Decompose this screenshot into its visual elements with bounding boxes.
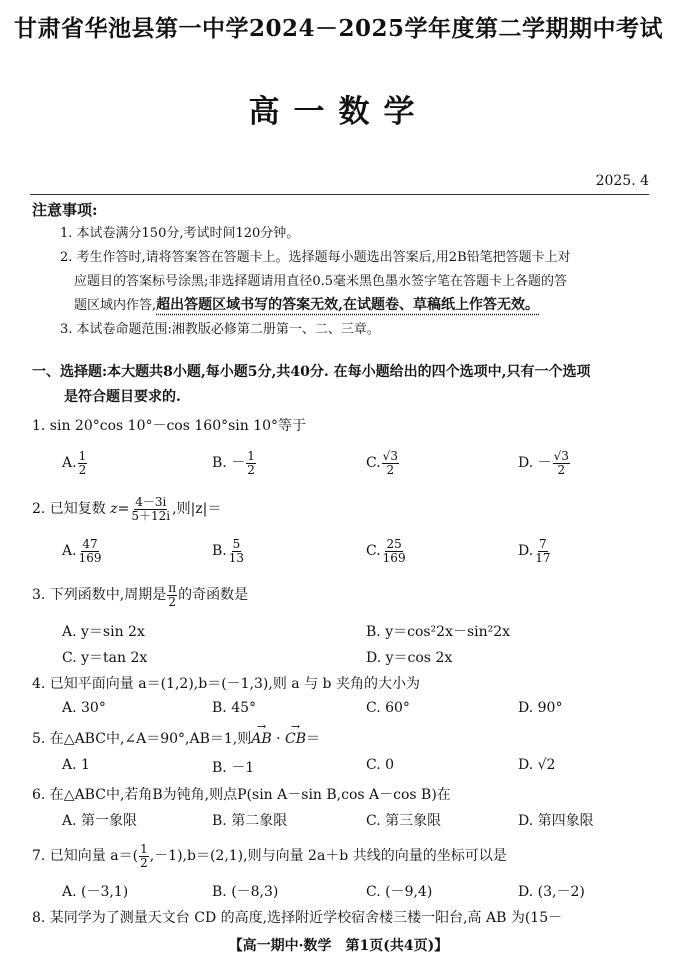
numerator: 7 xyxy=(539,537,547,551)
q3-post: 的奇函数是 xyxy=(178,587,249,604)
denominator: 169 xyxy=(382,550,406,565)
q6-option-b: B. 第二象限 xyxy=(212,813,288,829)
q7-option-c: C. (－9,4) xyxy=(366,884,433,900)
denominator: 13 xyxy=(228,550,245,565)
option-label: C. xyxy=(366,543,381,560)
question-4: 4. 已知平面向量 a＝(1,2),b＝(－1,3),则 a 与 b 夹角的大小为 xyxy=(32,676,420,692)
q3-option-d: D. y＝cos 2x xyxy=(366,650,453,666)
q5-option-a: A. 1 xyxy=(62,757,90,773)
var-z: z xyxy=(110,501,118,518)
q4-option-b: B. 45° xyxy=(212,700,257,716)
numerator: 47 xyxy=(82,537,98,551)
q1-option-c xyxy=(366,450,400,476)
q5-pre: 5. 在△ABC中,∠A＝90°,AB＝1,则 xyxy=(32,731,252,747)
q6-option-d: D. 第四象限 xyxy=(518,813,594,829)
page-footer: 【高一期中·数学 第1页(共4页)】 xyxy=(228,938,449,954)
denominator: 2 xyxy=(78,462,87,477)
denominator: 5＋12i xyxy=(131,508,171,523)
dot-operator: · xyxy=(271,731,286,747)
denominator: 2 xyxy=(247,462,255,477)
notes-heading: 注意事项: xyxy=(32,201,98,219)
note-3: 3. 本试卷命题范围:湘教版必修第二册第一、二、三章。 xyxy=(60,322,380,337)
option-label: B. xyxy=(212,543,227,560)
q5-option-d: D. √2 xyxy=(518,757,556,773)
fraction xyxy=(78,450,88,476)
q7-option-a: A. (－3,1) xyxy=(62,884,129,900)
denominator: 2 xyxy=(386,462,395,477)
numerator: √3 xyxy=(553,449,569,463)
note-2: 2. 考生作答时,请将答案答在答题卡上。选择题每小题选出答案后,用2B铅笔把答题卡上对 xyxy=(60,250,571,265)
q4-option-d: D. 90° xyxy=(518,700,563,716)
fraction xyxy=(167,582,177,608)
question-8: 8. 某同学为了测量天文台 CD 的高度,选择附近学校宿舍楼三楼一阳台,高 AB 为(15－ xyxy=(32,910,563,926)
question-1: 1. sin 20°cos 10°－cos 160°sin 10°等于 xyxy=(32,418,307,434)
q4-option-a: A. 30° xyxy=(62,700,106,716)
note-emphasis: 超出答题区域书写的答案无效,在试题卷、草稿纸上作答无效。 xyxy=(156,297,540,313)
note-2-cont: 应题目的答案标号涂黑;非选择题请用直径0.5毫米黑色墨水签字笔在答题卡上各题的答 xyxy=(74,274,568,289)
q3-pre: 3. 下列函数中,周期是 xyxy=(32,587,167,604)
fraction xyxy=(246,450,256,476)
q2-option-a xyxy=(62,538,103,564)
section-heading-cont: 是符合题目要求的. xyxy=(64,389,181,405)
q1-option-a xyxy=(62,450,88,476)
q1-option-b xyxy=(212,450,257,476)
option-label: D. － xyxy=(518,455,552,472)
option-label: D. xyxy=(518,543,534,560)
fraction xyxy=(139,843,149,869)
q2-pre: 2. 已知复数 xyxy=(32,501,106,518)
numerator: 1 xyxy=(78,449,87,463)
option-label: C. xyxy=(366,455,381,472)
numerator: 25 xyxy=(386,537,402,551)
numerator: 1 xyxy=(247,449,255,463)
note-2-end-text: 题区域内作答, xyxy=(74,298,157,313)
vector-ab: → AB xyxy=(251,731,271,747)
question-2 xyxy=(32,496,221,522)
q7-post: ,－1),b＝(2,1),则与向量 2a＋b 共线的向量的坐标可以是 xyxy=(149,848,507,865)
option-label: B. － xyxy=(212,455,246,472)
numerator: √3 xyxy=(382,449,398,463)
question-3 xyxy=(32,582,248,608)
q5-option-c: C. 0 xyxy=(366,757,395,773)
denominator: 2 xyxy=(557,462,566,477)
denominator: 2 xyxy=(140,855,148,870)
equals: = xyxy=(117,501,130,518)
q2-option-b xyxy=(212,538,246,564)
numerator: 4－3i xyxy=(135,495,167,509)
fraction xyxy=(228,538,245,564)
question-7 xyxy=(32,843,507,869)
question-6: 6. 在△ABC中,若角B为钝角,则点P(sin A－sin B,cos A－cos B)在 xyxy=(32,787,451,803)
question-5 xyxy=(32,728,320,748)
q7-option-d: D. (3,－2) xyxy=(518,884,585,900)
fraction xyxy=(78,538,103,564)
fraction xyxy=(130,496,171,522)
section-heading: 一、选择题:本大题共8小题,每小题5分,共40分. 在每小题给出的四个选项中,只有一个选项 xyxy=(32,364,591,380)
q3-option-c: C. y＝tan 2x xyxy=(62,650,148,666)
fraction xyxy=(534,538,551,564)
note-1: 1. 本试卷满分150分,考试时间120分钟。 xyxy=(60,226,300,241)
fraction xyxy=(382,450,399,476)
note-2-end xyxy=(74,294,539,314)
fraction xyxy=(382,538,407,564)
q2-post: ,则|z|＝ xyxy=(172,501,222,518)
fraction xyxy=(553,450,570,476)
denominator: 2 xyxy=(168,594,177,609)
subject-title: 高一数学 xyxy=(248,94,429,130)
header-divider xyxy=(30,194,649,195)
vector-cb: → CB xyxy=(285,731,306,747)
denominator: 169 xyxy=(78,550,102,565)
denominator: 17 xyxy=(535,550,551,565)
q2-option-c xyxy=(366,538,408,564)
exam-date: 2025. 4 xyxy=(595,173,649,189)
option-label: A. xyxy=(62,455,77,472)
q1-option-d xyxy=(518,450,571,476)
q4-option-c: C. 60° xyxy=(366,700,410,716)
option-label: A. xyxy=(62,543,77,560)
numerator: π xyxy=(168,581,177,595)
q3-option-b: B. y＝cos²2x－sin²2x xyxy=(366,624,511,640)
q7-pre: 7. 已知向量 a＝( xyxy=(32,848,139,865)
numerator: 1 xyxy=(140,842,148,856)
exam-title: 甘肃省华池县第一中学2024－2025学年度第二学期期中考试 xyxy=(13,15,664,42)
q6-option-a: A. 第一象限 xyxy=(62,813,138,829)
q5-option-b: B. －1 xyxy=(212,760,255,776)
q5-post: ＝ xyxy=(306,731,321,747)
q7-option-b: B. (－8,3) xyxy=(212,884,279,900)
q6-option-c: C. 第三象限 xyxy=(366,813,442,829)
numerator: 5 xyxy=(232,537,241,551)
q2-option-d xyxy=(518,538,552,564)
q3-option-a: A. y＝sin 2x xyxy=(62,624,145,640)
